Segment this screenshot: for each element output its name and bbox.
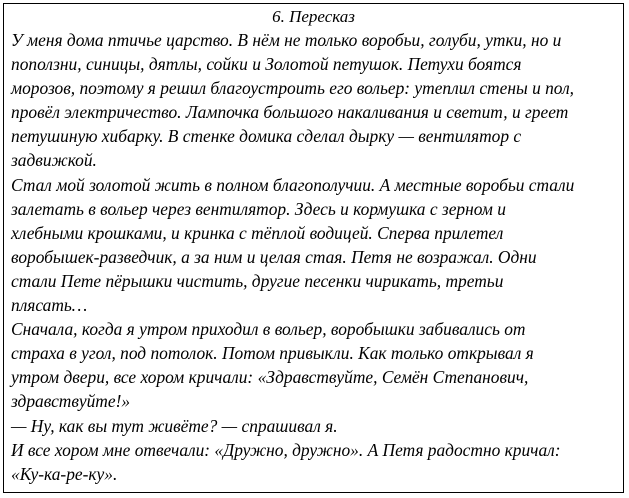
text-line: У меня дома птичье царство. В нём не только воробьи, голуби, утки, но и: [11, 30, 562, 50]
text-line: Сначала, когда я утром приходил в вольер, воробышки забивались от: [11, 319, 526, 340]
text-line: морозов, поэтому я решил благоустроить его вольер: утеплил стены и пол,: [11, 78, 575, 99]
document-title: 6. Пересказ: [272, 7, 355, 26]
text-line: стали Пете пёрышки чистить, другие песенки чирикать, третьи: [11, 270, 504, 291]
text-line: задвижкой.: [11, 150, 97, 171]
text-line: — Ну, как вы тут живёте? — спрашивал я.: [11, 415, 338, 436]
text-line: поползни, синицы, дятлы, сойки и Золотой петушок. Петухи боятся: [11, 54, 522, 75]
text-line: страха в угол, под потолок. Потом привыкли. Как только открывал я: [11, 343, 534, 364]
retelling-text: [11, 28, 617, 486]
text-line: И все хором мне отвечали: «Дружно, дружно». А Петя радостно кричал:: [11, 439, 561, 460]
text-line: здравствуйте!»: [11, 391, 131, 412]
text-line: «Ку-ка-ре-ку».: [11, 463, 118, 484]
text-line: плясать…: [11, 295, 88, 316]
text-line: залетать в вольер через вентилятор. Здесь и кормушка с зерном и: [11, 198, 506, 219]
text-line: петушиную хибарку. В стенке домика сделал дырку — вентилятор с: [11, 126, 522, 147]
text-line: утром двери, все хором кричали: «Здравствуйте, Семён Степанович,: [11, 367, 529, 388]
text-line: хлебными крошками, и кринка с тёплой водицей. Сперва прилетел: [11, 222, 504, 243]
text-frame: [3, 3, 624, 493]
text-line: провёл электричество. Лампочка большого накаливания и светит, и греет: [11, 102, 569, 123]
text-line: Стал мой золотой жить в полном благополучии. А местные воробьи стали: [11, 174, 575, 195]
text-line: воробышек-разведчик, а за ним и целая стая. Петя не возражал. Одни: [11, 246, 537, 267]
